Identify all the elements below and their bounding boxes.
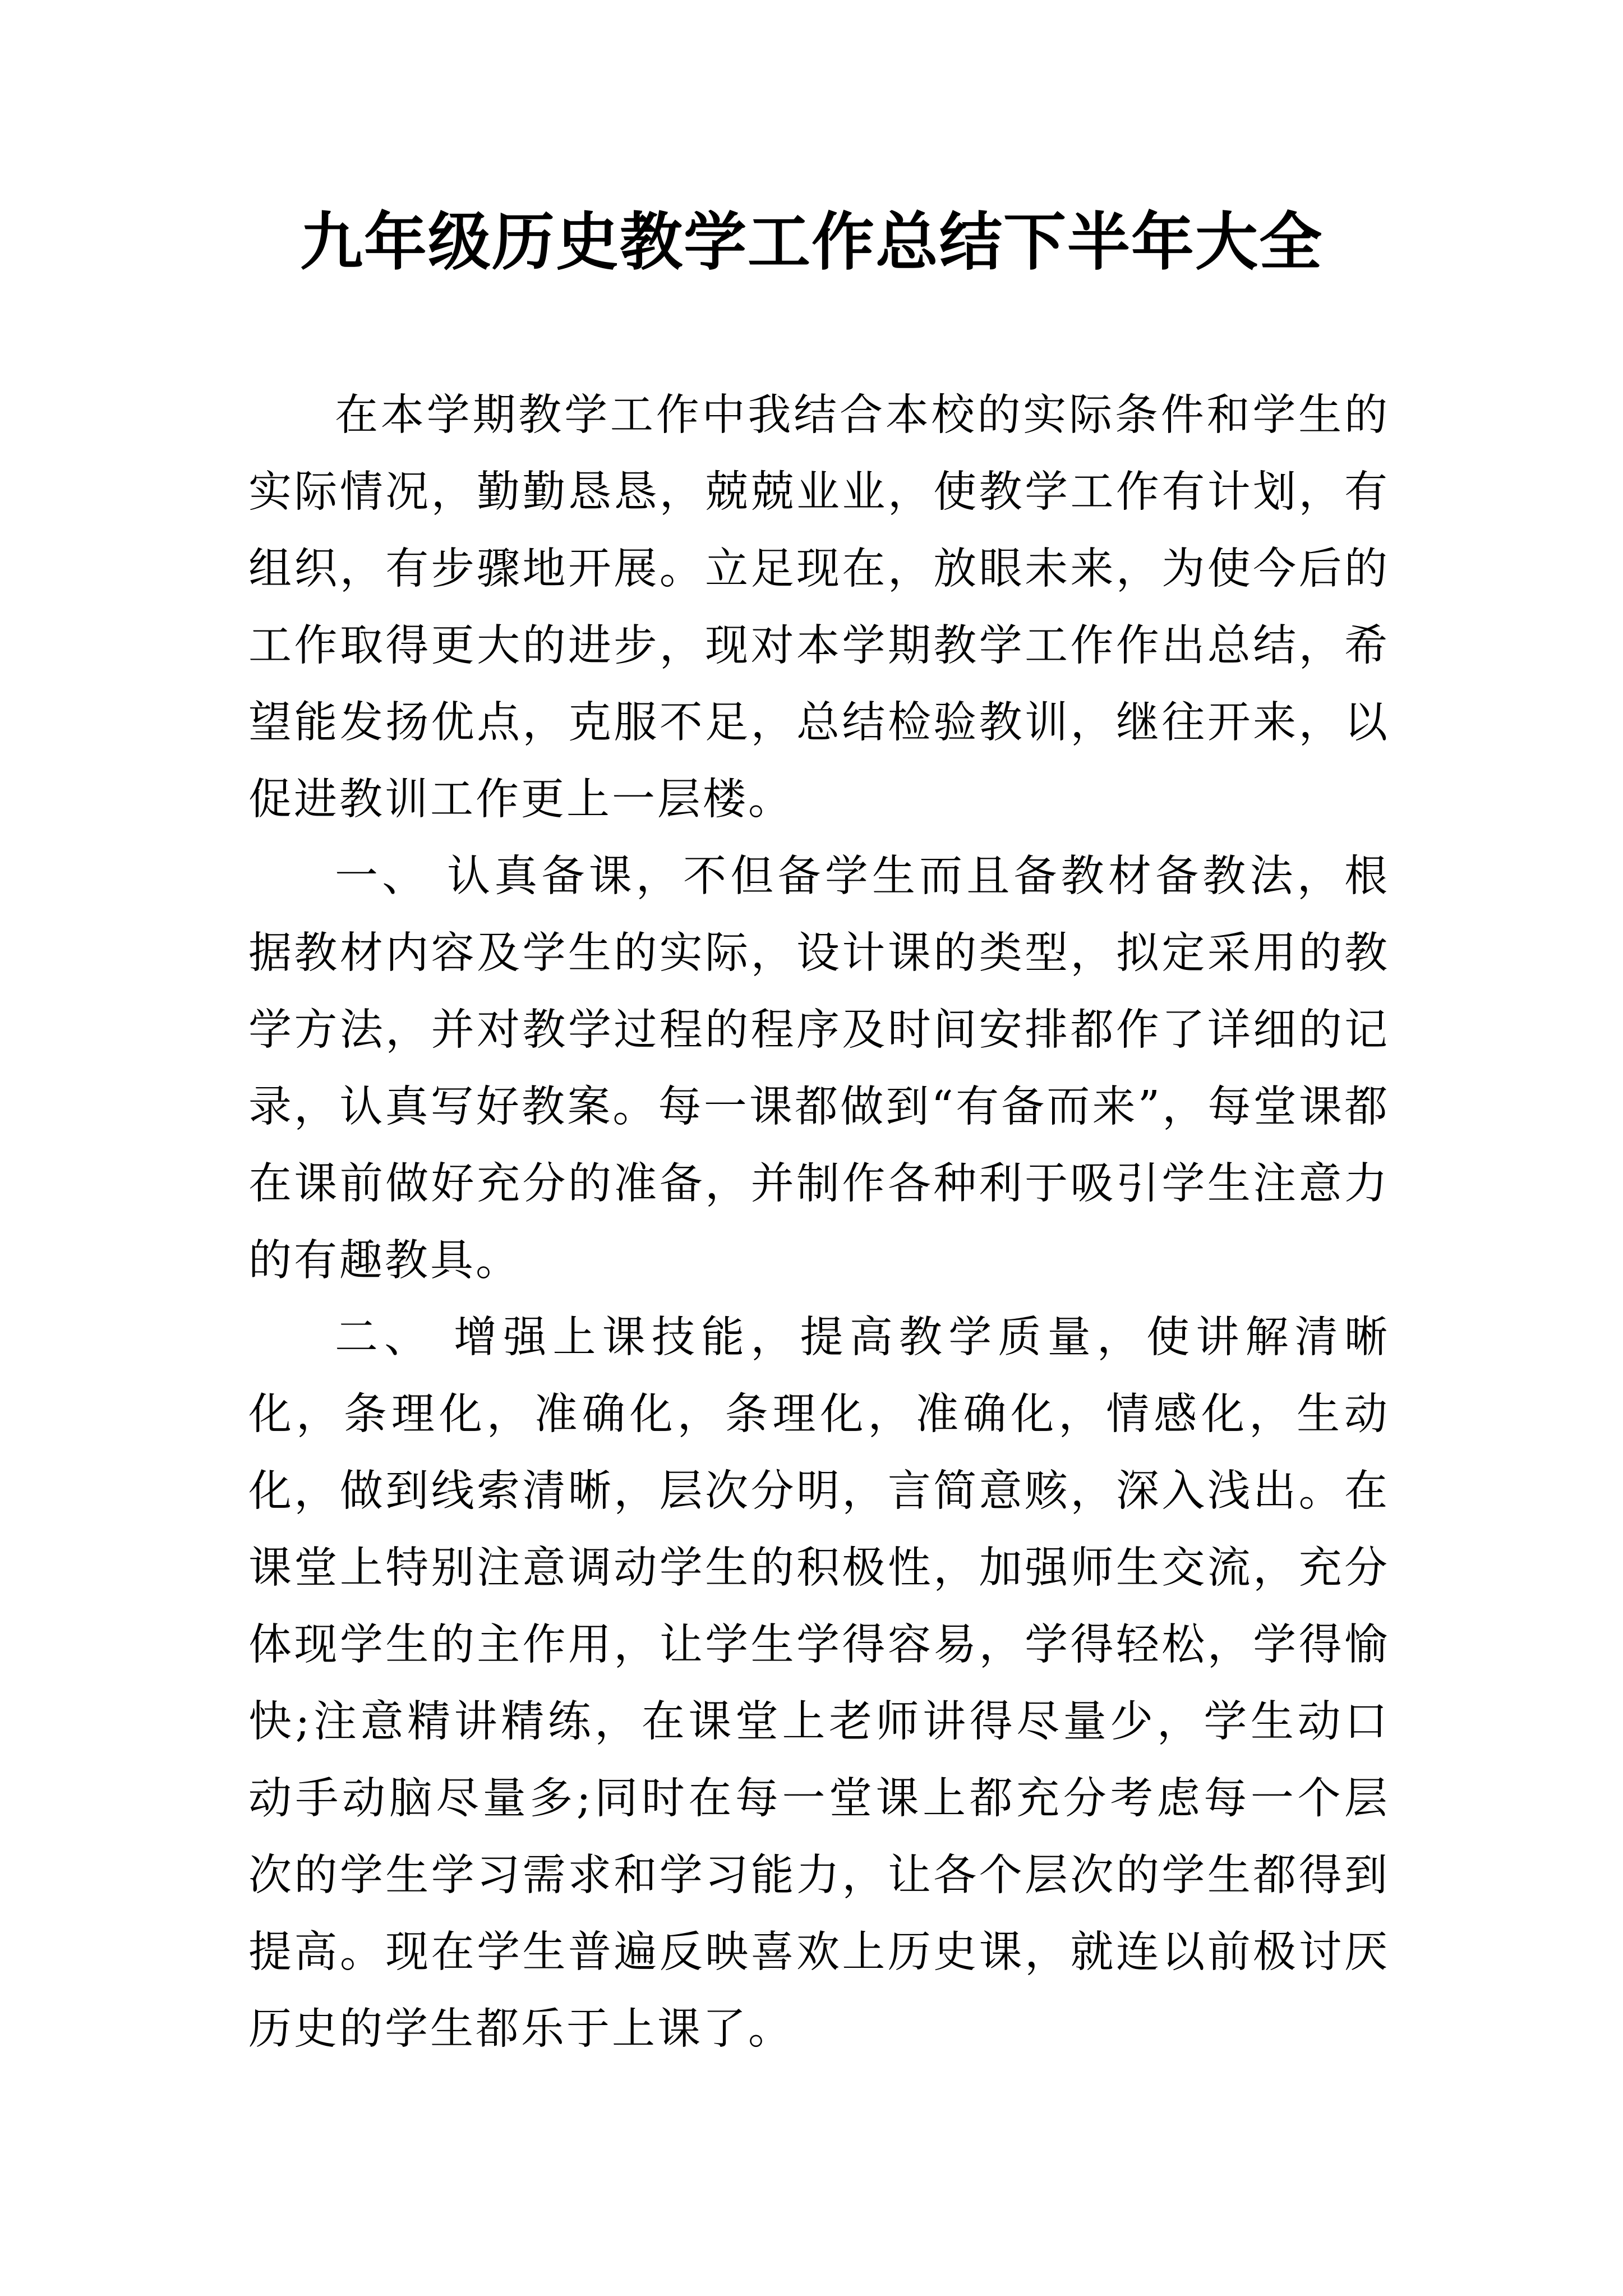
paragraph-section-2: 二、 增强上课技能，提高教学质量，使讲解清晰化，条理化，准确化，条理化，准确化，情感化，生动化，做到线索清晰，层次分明，言简意赅，深入浅出。在课堂上特别注意调动学生的积极性，加强师生交流，充分体现学生的主作用，让学生学得容易，学得轻松，学得愉快;注意精讲精练，在课堂上老师讲得尽量少，学生动口动手动脑尽量多;同时在每一堂课上都充分考虑每一个层次的学生学习需求和学习能力，让各个层次的学生都得到提高。现在学生普遍反映喜欢上历史课，就连以前极讨厌历史的学生都乐于上课了。 [248,1313,1390,2054]
paragraph-section-1: 一、 认真备课，不但备学生而且备教材备教法，根据教材内容及学生的实际，设计课的类型，拟定采用的教学方法，并对教学过程的程序及时间安排都作了详细的记录，认真写好教案。每一课都做到“有备而来”，每堂课都在课前做好充分的准备，并制作各种利于吸引学生注意力的有趣教具。 [248,852,1390,1286]
paragraph-intro: 在本学期教学工作中我结合本校的实际条件和学生的实际情况，勤勤恳恳，兢兢业业，使教学工作有计划，有组织，有步骤地开展。立足现在，放眼未来，为使今后的工作取得更大的进步，现对本学期教学工作作出总结，希望能发扬优点，克服不足，总结检验教训，继往开来，以促进教训工作更上一层楼。 [248,390,1390,825]
document-body [248,377,1390,2068]
document-title: 九年级历史教学工作总结下半年大全 [300,205,1323,279]
